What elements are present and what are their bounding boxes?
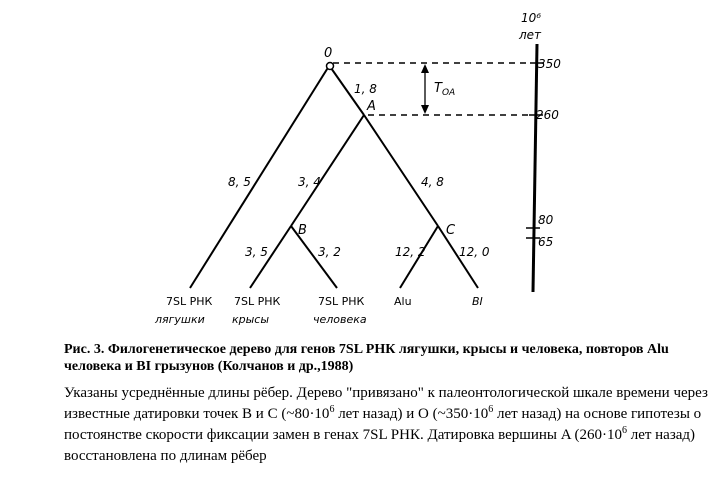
branch-length-a-b: 3, 4: [298, 175, 321, 189]
tip-label-human-line1: 7SL РНК: [318, 295, 365, 308]
tip-label-rat-line1: 7SL РНК: [234, 295, 281, 308]
description-part3: лет назад) на основе гипотезы о постоянстве скорости фиксации замен в генах 7SL РНК. Датировка вершины A (260·10: [64, 406, 702, 443]
time-scale: [518, 11, 561, 292]
node-label-c: C: [446, 223, 456, 238]
node-label-a: A: [367, 99, 376, 114]
tip-label-frog-line1: 7SL РНК: [166, 295, 213, 308]
tip-label-frog-line2: лягушки: [155, 313, 205, 326]
branch-a-c: [364, 115, 438, 226]
caption-text: Филогенетическое дерево для генов 7SL РНК лягушки, крысы и человека, повторов Alu человека и BI грызунов (Колчанов и др.,1988): [64, 342, 669, 374]
figure-description: [64, 383, 719, 467]
branch-a-b: [291, 115, 364, 226]
branch-length-c-alu: 12, 2: [395, 245, 426, 259]
toa-main: T: [434, 81, 442, 96]
root-node-marker: [327, 63, 334, 70]
tick-label-260: 260: [536, 108, 559, 122]
tick-label-80: 80: [538, 213, 554, 227]
time-scale-axis: [533, 44, 537, 292]
branch-length-b-rat: 3, 5: [245, 245, 268, 259]
description-exp2: 6: [488, 404, 494, 415]
tip-label-alu: Alu: [394, 295, 412, 308]
figure-caption: [64, 341, 719, 375]
node-label-o: 0: [324, 46, 333, 61]
tip-label-human-line2: человека: [313, 313, 367, 326]
tip-label-rat-line2: крысы: [232, 313, 270, 326]
toa-arrow: [421, 64, 429, 114]
branch-length-a-c: 4, 8: [421, 175, 444, 189]
description-part2: лет назад) и O (~350·10: [334, 406, 489, 422]
description-exp1: 6: [329, 404, 335, 415]
node-label-b: B: [298, 223, 307, 238]
tick-label-350: 350: [538, 57, 561, 71]
description-part4: лет назад) восстановлена по длинам рёбер: [64, 427, 696, 464]
branch-length-o-a: 1, 8: [354, 82, 377, 96]
scale-unit-bottom: лет: [519, 28, 542, 42]
branch-length-c-bi: 12, 0: [459, 245, 490, 259]
toa-subscript: OA: [441, 88, 456, 98]
scale-unit-top: 10⁶: [521, 11, 542, 25]
branch-length-b-human: 3, 2: [318, 245, 341, 259]
tick-label-65: 65: [538, 235, 554, 249]
tip-label-bi: BI: [472, 295, 483, 308]
description-part1: Указаны усреднённые длины рёбер. Дерево "привязано" к палеонтологической шкале времени через известные датировки точек B и C (~80·10: [64, 385, 708, 422]
branch-length-o-frog: 8, 5: [228, 175, 251, 189]
caption-prefix: Рис. 3.: [64, 342, 105, 357]
description-exp3: 6: [621, 425, 627, 436]
toa-label: [434, 81, 455, 98]
